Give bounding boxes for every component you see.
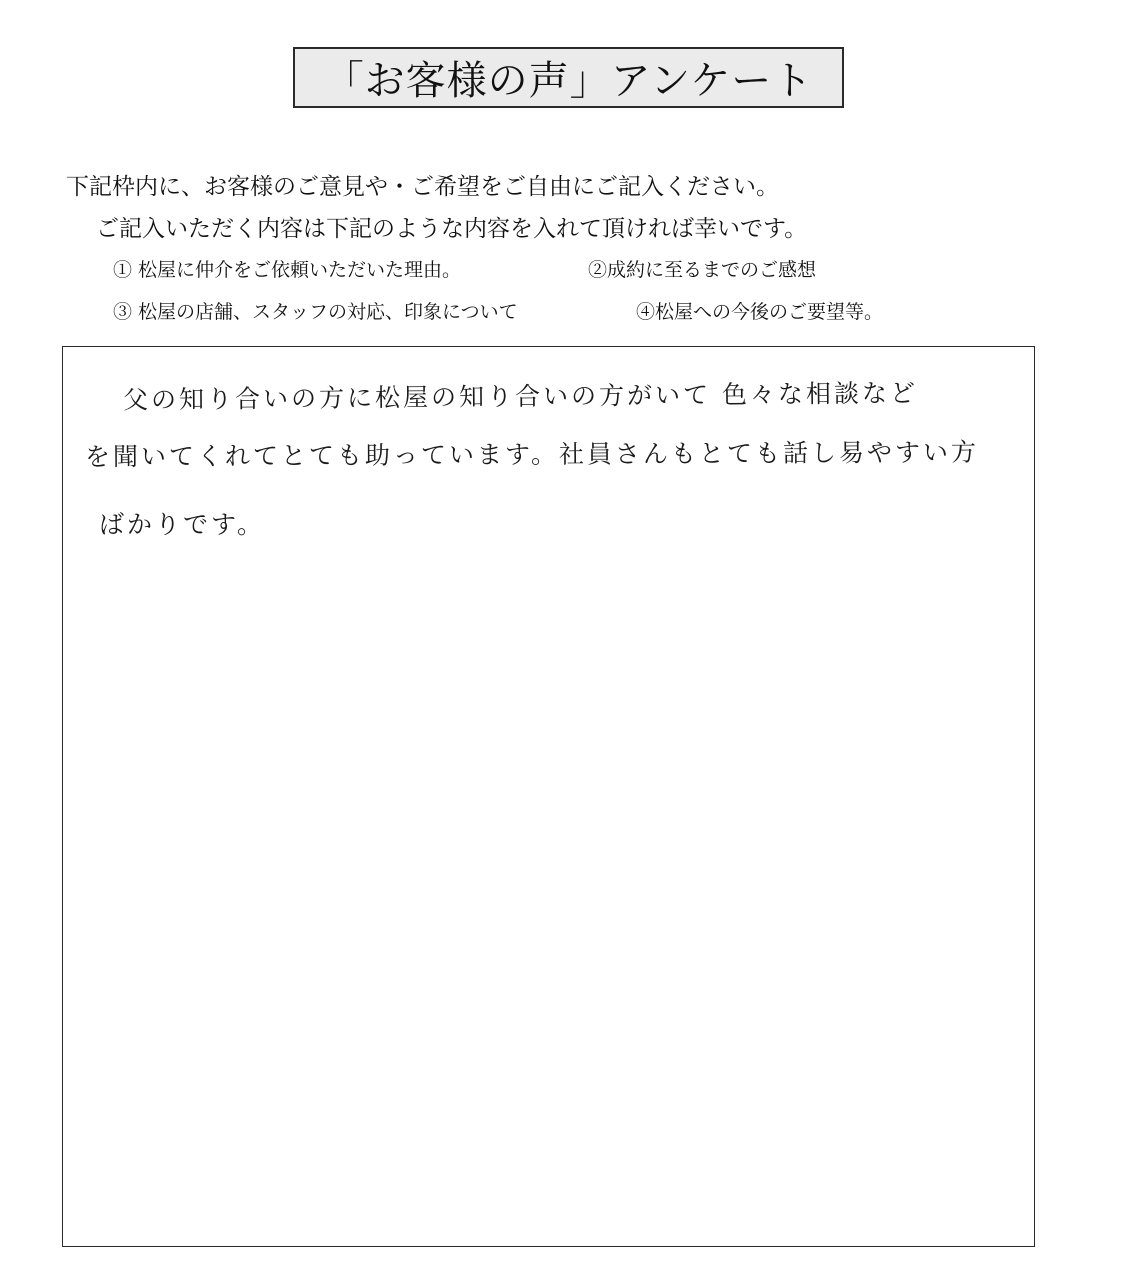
instruction-line-1: 下記枠内に、お客様のご意見や・ご希望をご自由にご記入ください。 bbox=[66, 174, 779, 200]
topic-item-1: ① 松屋に仲介をご依頼いただいた理由。 bbox=[113, 259, 462, 281]
topic-item-3: ③ 松屋の店舗、スタッフの対応、印象について bbox=[113, 301, 518, 323]
instruction-line-2: ご記入いただく内容は下記のような内容を入れて頂ければ幸いです。 bbox=[96, 216, 808, 242]
topic-item-2: ②成約に至るまでのご感想 bbox=[588, 259, 817, 281]
handwritten-line-1: 父の知り合いの方に松屋の知り合いの方がいて 色々な相談など bbox=[122, 378, 919, 415]
answer-box bbox=[62, 346, 1035, 1247]
topic-item-4: ④松屋への今後のご要望等。 bbox=[636, 301, 884, 323]
handwritten-line-3: ばかりです。 bbox=[99, 510, 266, 539]
handwritten-line-2: を聞いてくれてとても助っています。社員さんもとても話し易やすい方 bbox=[84, 437, 980, 472]
survey-title-box bbox=[293, 47, 844, 108]
survey-title: 「お客様の声」アンケート bbox=[323, 58, 814, 104]
